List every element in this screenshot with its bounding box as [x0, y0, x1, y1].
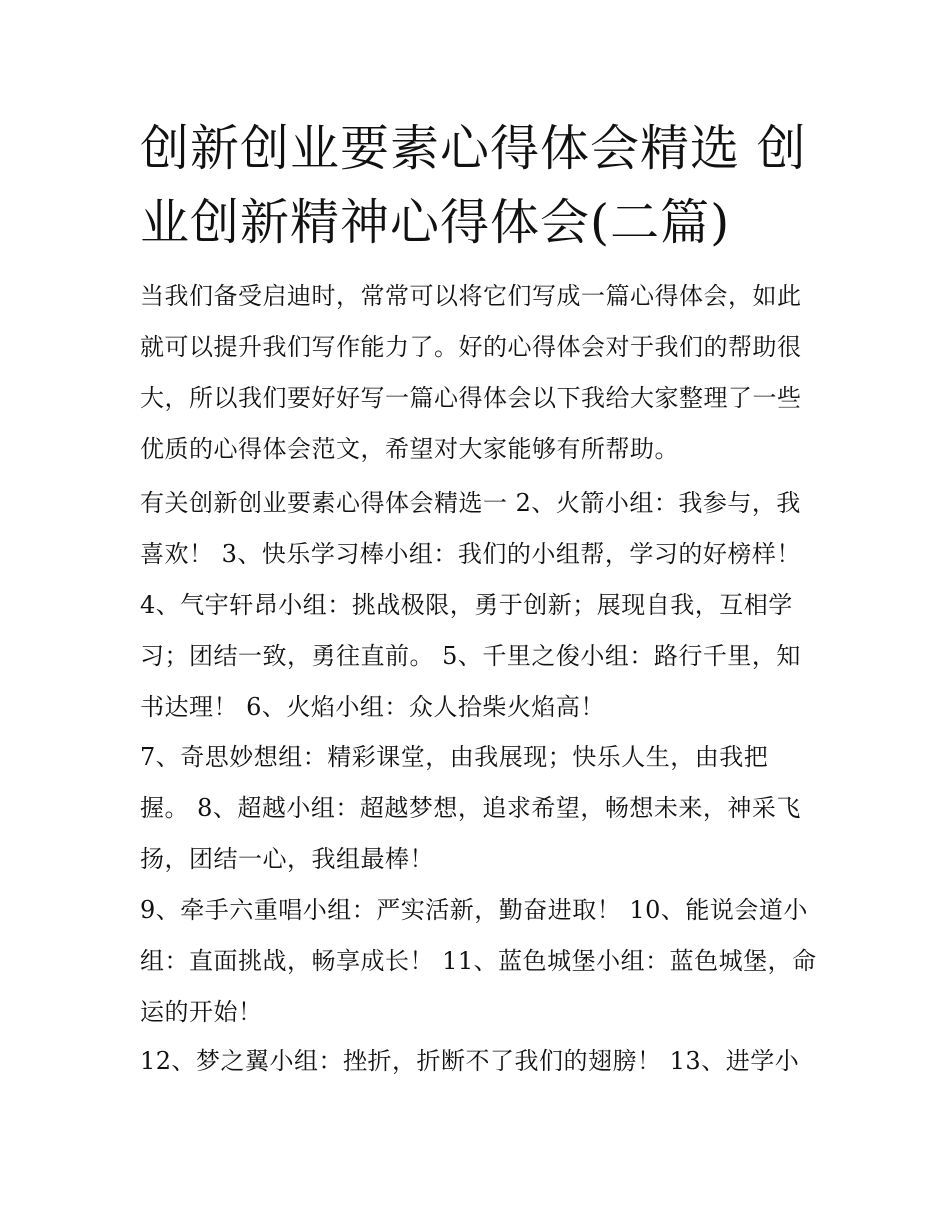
text-line: 12、梦之翼小组：挫折，折断不了我们的翅膀！ 13、进学小	[140, 1047, 800, 1075]
text-line: 大，所以我们要好好写一篇心得体会以下我给大家整理了一些	[140, 384, 802, 412]
paragraph-groups-7-8	[140, 732, 820, 885]
text-line: 喜欢！ 3、快乐学习棒小组：我们的小组帮，学习的好榜样！	[140, 540, 801, 568]
document-title	[140, 112, 820, 260]
text-line: 运的开始！	[140, 998, 263, 1026]
text-line: 就可以提升我们写作能力了。好的心得体会对于我们的帮助很	[140, 333, 802, 361]
paragraph-groups-2-3	[140, 478, 820, 580]
text-line: 当我们备受启迪时，常常可以将它们写成一篇心得体会，如此	[140, 282, 802, 310]
text-line: 有关创新创业要素心得体会精选一 2、火箭小组：我参与，我	[140, 489, 801, 517]
text-line: 9、牵手六重唱小组：严实活新，勤奋进取！ 10、能说会道小	[140, 896, 808, 924]
text-line: 4、气宇轩昂小组：挑战极限，勇于创新；展现自我，互相学	[140, 591, 793, 619]
title-line-2: 业创新精神心得体会(二篇)	[140, 194, 731, 251]
text-line: 扬，团结一心，我组最棒！	[140, 845, 434, 873]
paragraph-groups-12-13	[140, 1036, 820, 1087]
text-line: 组：直面挑战，畅享成长！ 11、蓝色城堡小组：蓝色城堡，命	[140, 947, 817, 975]
paragraph-groups-9-11	[140, 885, 820, 1038]
text-line: 7、奇思妙想组：精彩课堂，由我展现；快乐人生，由我把	[140, 743, 769, 771]
paragraph-groups-4-6	[140, 580, 820, 733]
text-line: 习；团结一致，勇往直前。 5、千里之俊小组：路行千里，知	[140, 642, 801, 670]
text-line: 握。 8、超越小组：超越梦想，追求希望，畅想未来，神采飞	[140, 794, 801, 822]
text-line: 书达理！ 6、火焰小组：众人拾柴火焰高！	[140, 693, 605, 721]
intro-paragraph	[140, 271, 820, 475]
title-line-1: 创新创业要素心得体会精选 创	[140, 120, 807, 177]
text-line: 优质的心得体会范文，希望对大家能够有所帮助。	[140, 435, 679, 463]
